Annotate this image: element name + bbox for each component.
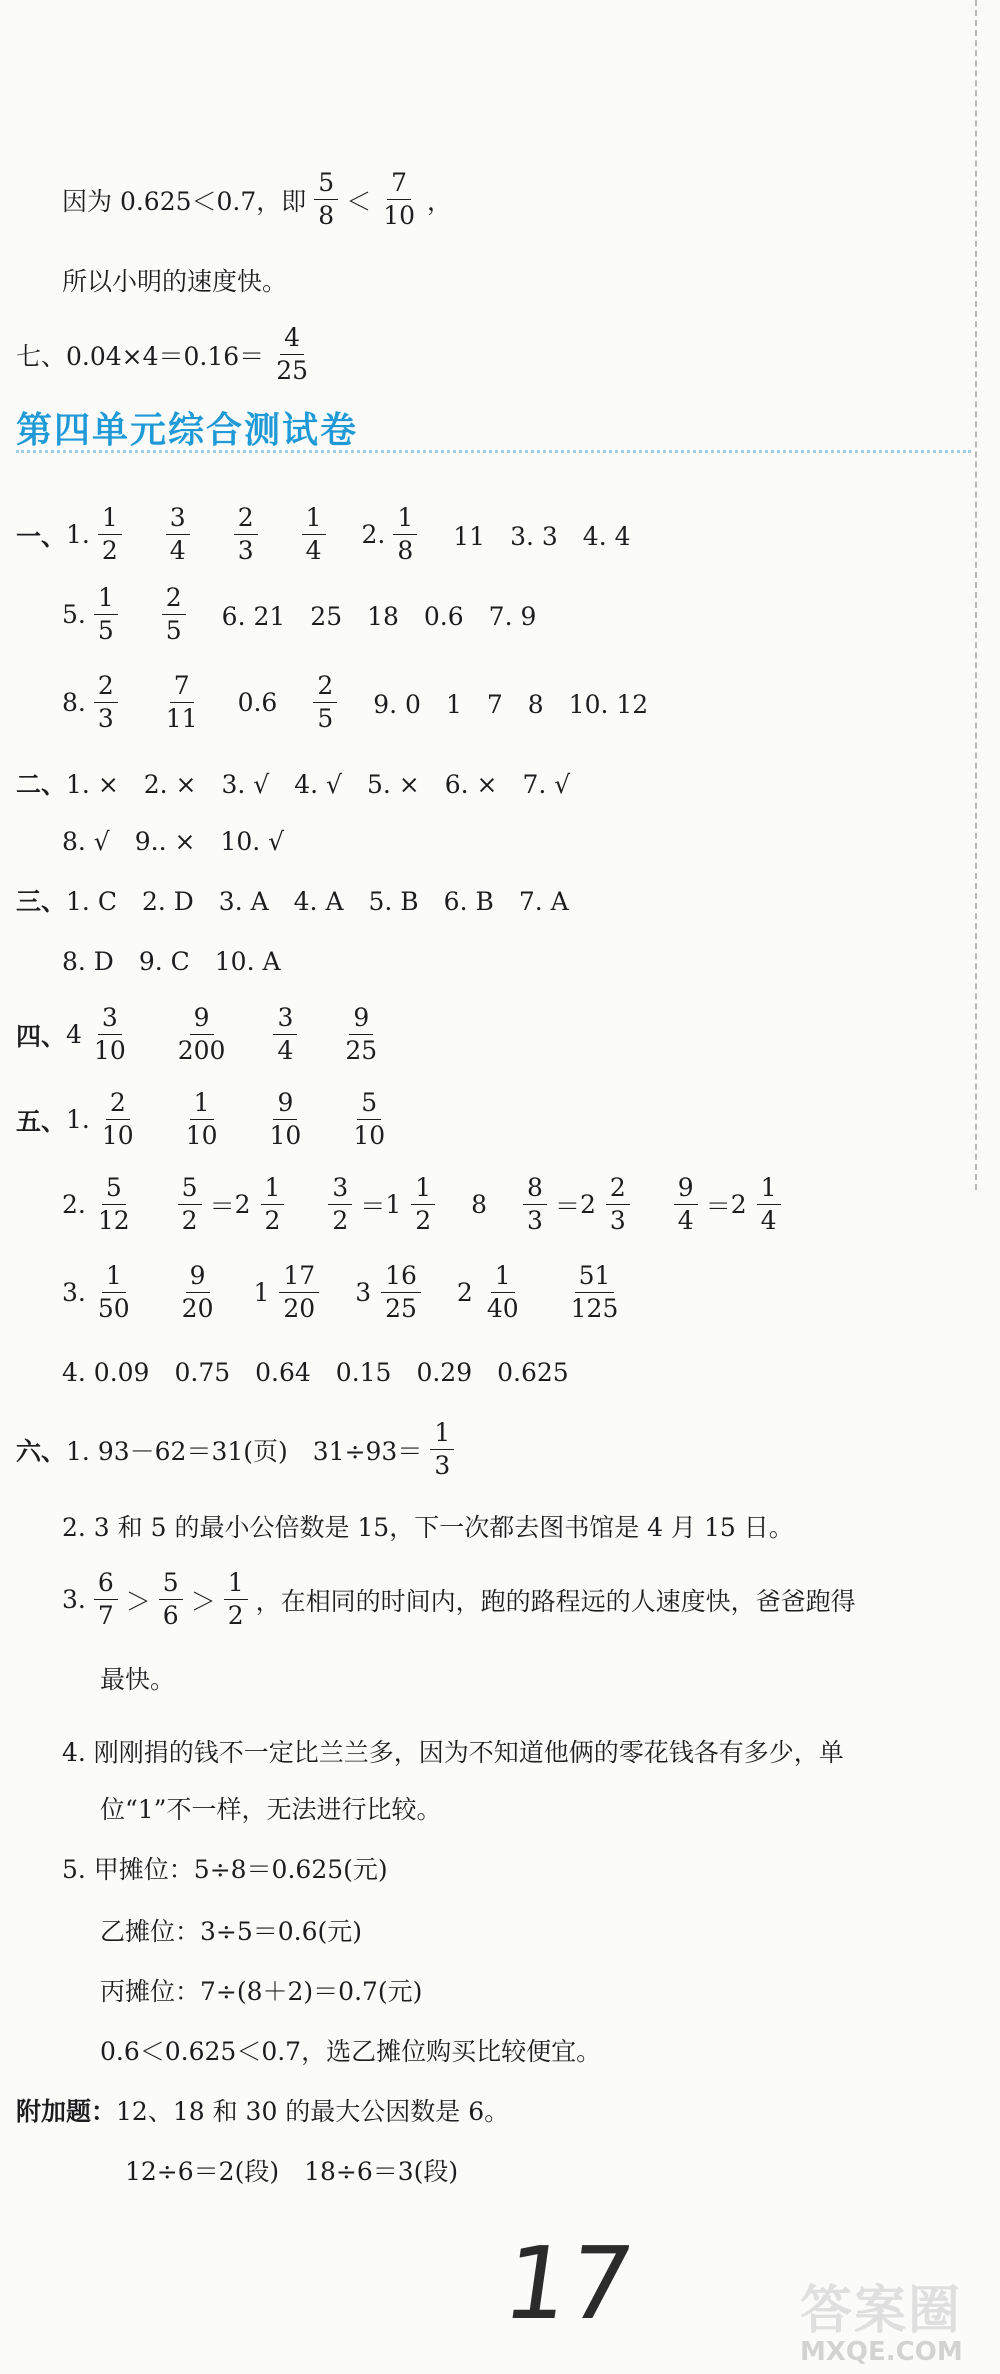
mixed-number: 2 $\frac{2}{3}$: [580, 1175, 638, 1235]
fraction: $\frac{5}{12}$: [97, 1173, 130, 1236]
watermark-logo: 答案圈 MXQE.COM: [800, 2281, 963, 2367]
fraction: $\frac{2}{5}$: [313, 673, 337, 733]
part-one-row-2: 5. $\frac{1}{5}$ $\frac{2}{5}$ 6. 21 25 18 0.6 7. 9: [62, 583, 537, 646]
top-line-2: 所以小明的速度快。: [62, 267, 288, 296]
part-five-row-1: 五、 1. $\frac{2}{10}$ $\frac{1}{10}$ $\frac{9}{10}$ $\frac{5}{10}$: [16, 1090, 397, 1150]
page-edge-rule: [975, 0, 977, 1190]
part-two-row-2: 8. √ 9.. × 10. √: [62, 827, 285, 856]
fraction: $\frac{5}{6}$: [159, 1570, 183, 1630]
part-one-row-1: 一、 1. $\frac{1}{2}$ $\frac{3}{4}$ $\frac{2}{3}$ $\frac{1}{4}$ 2. $\frac{1}{8}$ 11 3. 3 4. 4: [16, 503, 631, 566]
part-six-row-1: 六、 1. 93－62＝31(页) 31÷93＝ $\frac{1}{3}$: [16, 1420, 462, 1480]
part-five-row-4: 4. 0.09 0.75 0.64 0.15 0.29 0.625: [62, 1358, 569, 1387]
fraction: $\frac{3}{4}$: [166, 505, 190, 565]
fraction: $\frac{9}{25}$: [345, 1003, 378, 1066]
fraction: $\frac{1}{5}$: [94, 585, 118, 645]
fraction: $\frac{7}{11}$: [165, 671, 198, 734]
extra-question: 附加题： 12、18 和 30 的最大公因数是 6。: [16, 2097, 510, 2126]
fraction: $\frac{1}{10}$: [185, 1088, 218, 1151]
fraction: $\frac{1}{50}$: [97, 1261, 130, 1324]
part-six-row-4: 4. 刚刚捐的钱不一定比兰兰多，因为不知道他俩的零花钱各有多少，单: [62, 1738, 844, 1767]
fraction: $\frac{8}{3}$: [523, 1175, 547, 1235]
part-five-row-3: 3. $\frac{1}{50}$ $\frac{9}{20}$ 1 $\frac{17}{20}$ 3 $\frac{16}{25}$ 2 $\frac{1}{40}$ $\frac{51}{125}$: [62, 1263, 630, 1323]
section-title: 第四单元综合测试卷: [16, 410, 359, 451]
part-six-row-5d: 0.6＜0.625＜0.7，选乙摊位购买比较便宜。: [100, 2037, 602, 2066]
part-three-row-2: 8. D 9. C 10. A: [62, 947, 281, 976]
fraction: $\frac{1}{2}$: [98, 505, 122, 565]
fraction: $\frac{9}{4}$: [674, 1175, 698, 1235]
top-line-1: 因为 0.625＜0.7，即 $\frac{5}{8}$ ＜ $\frac{7}{10}$ ，: [62, 168, 453, 231]
fraction: $\frac{1}{4}$: [302, 505, 326, 565]
part-six-row-5: 5. 甲摊位：5÷8＝0.625(元): [62, 1855, 388, 1884]
part-six-row-5c: 丙摊位：7÷(8＋2)＝0.7(元): [100, 1977, 423, 2006]
fraction: $\frac{2}{3}$: [94, 673, 118, 733]
part-five-row-2: 2. $\frac{5}{12}$ $\frac{5}{2}$ ＝ 2 $\frac{1}{2}$ $\frac{3}{2}$ ＝ 1 $\frac{1}{2}$ 8 $\frac{8}{3}$ ＝ 2 $\frac{2}{3}$ $\frac{9}{4}$ ＝ 2 $\frac{1}{4}$: [62, 1175, 789, 1235]
fraction: $\frac{9}{200}$: [177, 1003, 226, 1066]
part-six-row-3-cont: 最快。: [100, 1665, 176, 1694]
part-six-row-4-cont: 位“1”不一样，无法进行比较。: [100, 1795, 442, 1824]
mixed-number: 2 $\frac{1}{4}$: [731, 1175, 789, 1235]
part-two-row-1: 二、 1. × 2. × 3. √ 4. √ 5. × 6. × 7. √: [16, 770, 571, 799]
mixed-number: 2 $\frac{1}{40}$: [456, 1261, 519, 1324]
fraction: $\frac{3}{2}$: [328, 1175, 352, 1235]
part-six-row-5b: 乙摊位：3÷5＝0.6(元): [100, 1917, 363, 1946]
part-six-row-2: 2. 3 和 5 的最小公倍数是 15，下一次都去图书馆是 4 月 15 日。: [62, 1513, 794, 1542]
fraction: $\frac{5}{8}$: [314, 170, 338, 230]
fraction: $\frac{1}{8}$: [393, 505, 417, 565]
fraction: $\frac{5}{2}$: [178, 1175, 202, 1235]
fraction: $\frac{2}{3}$: [234, 505, 258, 565]
fraction: $\frac{7}{10}$: [383, 168, 416, 231]
fraction: $\frac{6}{7}$: [94, 1570, 118, 1630]
mixed-number: 2 $\frac{1}{2}$: [235, 1175, 293, 1235]
fraction: $\frac{51}{125}$: [570, 1261, 619, 1324]
part-four: 四、 4 $\frac{3}{10}$ $\frac{9}{200}$ $\frac{3}{4}$ $\frac{9}{25}$: [16, 1005, 389, 1065]
part-three-row-1: 三、 1. C 2. D 3. A 4. A 5. B 6. B 7. A: [16, 887, 569, 916]
fraction: $\frac{3}{4}$: [273, 1005, 297, 1065]
fraction: $\frac{5}{10}$: [353, 1088, 386, 1151]
mixed-number: 3 $\frac{16}{25}$: [355, 1263, 429, 1323]
part-one-row-3: 8. $\frac{2}{3}$ $\frac{7}{11}$ 0.6 $\frac{2}{5}$ 9. 0 1 7 8 10. 12: [62, 671, 649, 734]
fraction: $\frac{2}{10}$: [101, 1088, 134, 1151]
fraction: $\frac{2}{5}$: [162, 585, 186, 645]
fraction: $\frac{1}{2}$: [224, 1570, 248, 1630]
extra-row-2: 12÷6＝2(段) 18÷6＝3(段): [125, 2157, 459, 2186]
fraction: $\frac{9}{20}$: [181, 1261, 214, 1324]
section-seven: 七、0.04×4＝0.16＝ $\frac{4}{25}$: [16, 325, 320, 385]
fraction: $\frac{1}{3}$: [430, 1420, 454, 1480]
handwritten-page-number: 17: [496, 2225, 641, 2342]
mixed-number: 1 $\frac{1}{2}$: [385, 1175, 443, 1235]
mixed-number: 1 $\frac{17}{20}$: [253, 1263, 327, 1323]
section-title-rule: [16, 450, 971, 453]
part-six-row-3: 3. $\frac{6}{7}$ ＞ $\frac{5}{6}$ ＞ $\frac{1}{2}$ ，在相同的时间内，跑的路程远的人速度快，爸爸跑得: [62, 1568, 856, 1631]
fraction: $\frac{3}{10}$: [93, 1003, 126, 1066]
fraction: $\frac{9}{10}$: [269, 1088, 302, 1151]
fraction: $\frac{4}{25}$: [276, 323, 308, 386]
